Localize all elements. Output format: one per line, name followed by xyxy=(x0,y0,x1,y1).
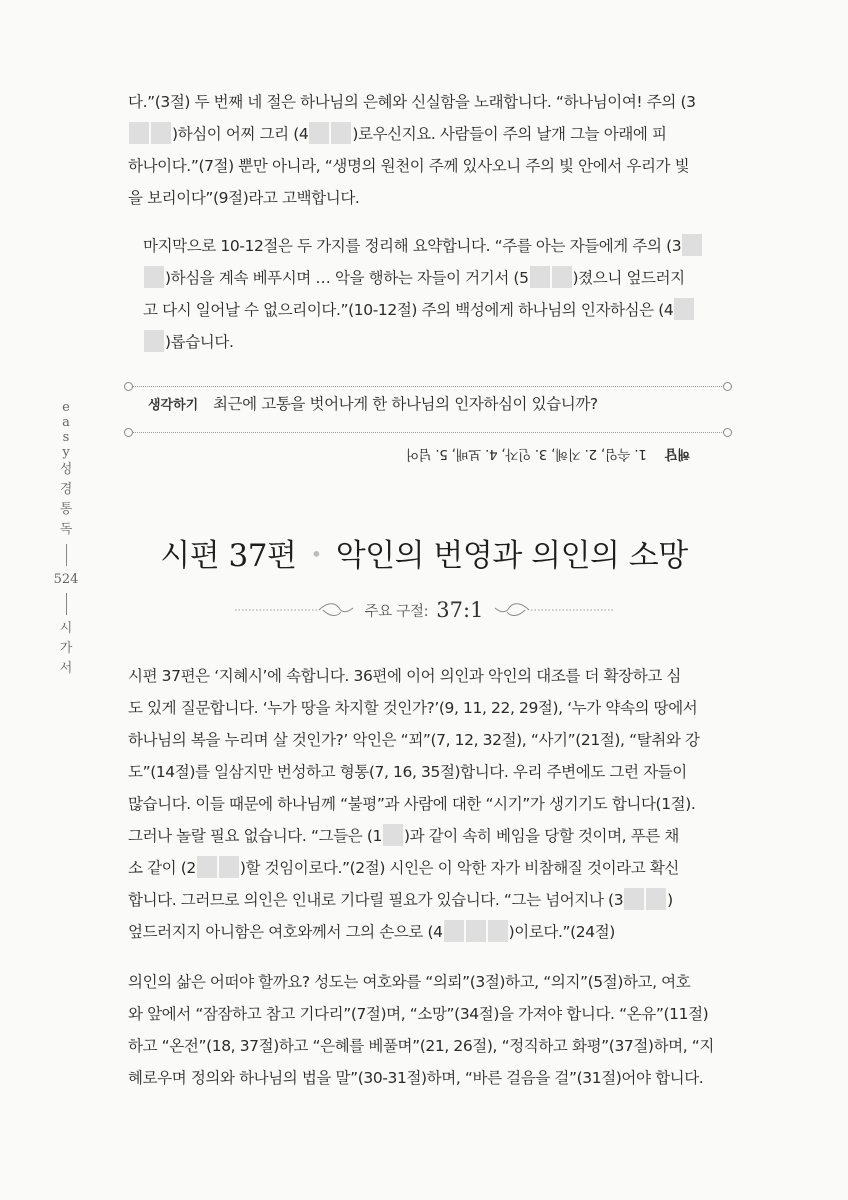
line-text: 다.”(3절) 두 번째 네 절은 하나님의 은혜와 신실함을 노래합니다. “하나님이여! 주의 (3 xyxy=(128,93,696,111)
think-label: 생각하기 xyxy=(148,398,199,413)
key-verse xyxy=(0,598,848,622)
line-text: )로우신지요. 사람들이 주의 날개 그늘 아래에 피 xyxy=(352,125,667,143)
text-line xyxy=(128,756,728,788)
line-text: 그러나 놀랄 필요 없습니다. “그들은 (1 xyxy=(128,827,382,845)
divider-end-left xyxy=(124,428,133,437)
section-char: 시 xyxy=(59,621,73,636)
line-text: 고 다시 일어날 수 없으리이다.”(10-12절) 주의 백성에게 하나님의 인자하심은 (4 xyxy=(143,301,674,319)
fill-in-blank xyxy=(530,266,550,288)
line-text: )할 것임이로다.”(2절) 시인은 이 악한 자가 비참해질 것이라고 확신 xyxy=(239,859,679,877)
divider xyxy=(128,386,728,387)
text-line xyxy=(128,150,728,182)
divider-end-right xyxy=(723,382,732,391)
fill-in-blank xyxy=(682,234,702,256)
fill-in-blank xyxy=(129,122,149,144)
think-box xyxy=(128,380,728,438)
text-line xyxy=(143,294,728,326)
text-line xyxy=(128,86,728,118)
line-text: 혜로우며 정의와 하나님의 법을 말”(30-31절)하며, “바른 걸음을 걸”(31절)어야 합니다. xyxy=(128,1069,704,1087)
line-text: )과 같이 속히 베임을 당할 것이며, 푸른 채 xyxy=(403,827,679,845)
text-line xyxy=(128,916,728,948)
title-dot: • xyxy=(310,542,322,566)
text-line xyxy=(128,820,728,852)
text-line xyxy=(128,182,728,214)
series-char: 독 xyxy=(59,522,73,537)
line-text: 하나님의 복을 누리며 살 것인가?’ 악인은 “꾀”(7, 12, 32절), “사기”(21절), “탈취와 강 xyxy=(128,731,700,749)
section-title-left: 시편 37편 xyxy=(160,538,297,574)
fill-in-blank xyxy=(144,330,164,352)
paragraph-1 xyxy=(128,86,728,214)
divider xyxy=(128,432,728,433)
series-letter: s xyxy=(62,430,70,445)
line-text: 많습니다. 이들 때문에 하나님께 “불평”과 사람에 대한 “시기”가 생기기도 합니다(1절). xyxy=(128,795,696,813)
answer-upside-down xyxy=(360,443,690,469)
answer-text: 1. 속임, 2. 지혜, 3. 인자, 4. 보배, 5. 넘어 xyxy=(406,446,647,462)
divider-end-left xyxy=(124,382,133,391)
line-text: )하심을 계속 베푸시며 … 악을 행하는 자들이 거기서 (5 xyxy=(165,269,529,287)
line-text: 와 앞에서 “잠잠하고 참고 기다리”(7절)며, “소망”(34절)을 가져야 합니다. “온유”(11절) xyxy=(128,1005,709,1023)
text-line xyxy=(143,230,728,262)
think-question: 최근에 고통을 벗어나게 한 하나님의 인자하심이 있습니까? xyxy=(213,395,598,413)
line-text: 시편 37편은 ‘지혜시’에 속합니다. 36편에 이어 의인과 악인의 대조를 더 확장하고 심 xyxy=(128,667,681,685)
text-line xyxy=(128,852,728,884)
line-text: )하심이 어찌 그리 (4 xyxy=(172,125,309,143)
key-verse-label: 주요 구절: xyxy=(364,603,429,620)
line-text: 하고 “온전”(18, 37절)하고 “은혜를 베풀며”(21, 26절), “정직하고 화평”(37절)하며, “지 xyxy=(128,1037,714,1055)
key-verse-ref: 37:1 xyxy=(436,598,484,622)
line-text: 소 같이 (2 xyxy=(128,859,196,877)
text-line xyxy=(128,998,728,1030)
fill-in-blank xyxy=(646,888,666,910)
fill-in-blank xyxy=(552,266,572,288)
fill-in-blank xyxy=(383,824,403,846)
line-text: 도”(14절)를 일삼지만 번성하고 형통(7, 16, 35절)합니다. 우리 주변에도 그런 자들이 xyxy=(128,763,687,781)
text-line xyxy=(128,884,728,916)
series-letter: e xyxy=(62,400,70,415)
fill-in-blank xyxy=(309,122,329,144)
line-text: )졌으니 엎드러지 xyxy=(572,269,685,287)
section-title xyxy=(0,530,848,575)
text-line xyxy=(128,1030,728,1062)
fill-in-blank xyxy=(444,920,464,942)
text-line xyxy=(143,262,728,294)
line-text: 을 보리이다”(9절)라고 고백합니다. xyxy=(128,189,360,207)
line-text: 의인의 삶은 어떠야 할까요? 성도는 여호와를 “의뢰”(3절)하고, “의지”(5절)하고, 여호 xyxy=(128,973,691,991)
paragraph-4 xyxy=(128,966,728,1094)
text-line xyxy=(128,1062,728,1094)
section-title-right: 악인의 번영과 의인의 소망 xyxy=(335,538,688,574)
line-text: 도 있게 질문합니다. ‘누가 땅을 차지할 것인가?’(9, 11, 22, 29절), ‘누가 약속의 땅에서 xyxy=(128,699,698,717)
ornament-right-icon xyxy=(493,600,613,620)
line-text: ) xyxy=(667,891,673,909)
ornament-left-icon xyxy=(235,600,355,620)
line-text: )이로다.”(24절) xyxy=(508,923,615,941)
text-line xyxy=(128,724,728,756)
fill-in-blank xyxy=(144,266,164,288)
answer-label: 해답 xyxy=(664,446,690,462)
fill-in-blank xyxy=(466,920,486,942)
fill-in-blank xyxy=(331,122,351,144)
line-text: )롭습니다. xyxy=(165,333,234,351)
text-line xyxy=(128,118,728,150)
line-text: 마지막으로 10-12절은 두 가지를 정리해 요약합니다. “주를 아는 자들에게 주의 (3 xyxy=(143,237,682,255)
series-letter: y xyxy=(62,445,70,460)
text-line xyxy=(128,660,728,692)
fill-in-blank xyxy=(151,122,171,144)
series-char: 성 xyxy=(59,462,73,477)
fill-in-blank xyxy=(624,888,644,910)
series-char: 통 xyxy=(59,502,73,517)
text-line xyxy=(128,788,728,820)
fill-in-blank xyxy=(197,856,217,878)
fill-in-blank xyxy=(219,856,239,878)
text-line xyxy=(128,692,728,724)
paragraph-3 xyxy=(128,660,728,948)
section-char: 서 xyxy=(59,661,73,676)
line-text: 하나이다.”(7절) 뿐만 아니라, “생명의 원천이 주께 있사오니 주의 빛 안에서 우리가 빛 xyxy=(128,157,690,175)
series-char: 경 xyxy=(59,482,73,497)
paragraph-2 xyxy=(143,230,728,358)
divider-end-right xyxy=(723,428,732,437)
series-letter: a xyxy=(62,415,70,430)
line-text: 합니다. 그러므로 의인은 인내로 기다릴 필요가 있습니다. “그는 넘어지나 (3 xyxy=(128,891,624,909)
page-number: 524 xyxy=(53,572,79,587)
text-line xyxy=(143,326,728,358)
line-text: 엎드러지지 아니함은 여호와께서 그의 손으로 (4 xyxy=(128,923,443,941)
fill-in-blank xyxy=(488,920,508,942)
section-char: 가 xyxy=(59,641,73,656)
text-line xyxy=(128,966,728,998)
fill-in-blank xyxy=(674,298,694,320)
